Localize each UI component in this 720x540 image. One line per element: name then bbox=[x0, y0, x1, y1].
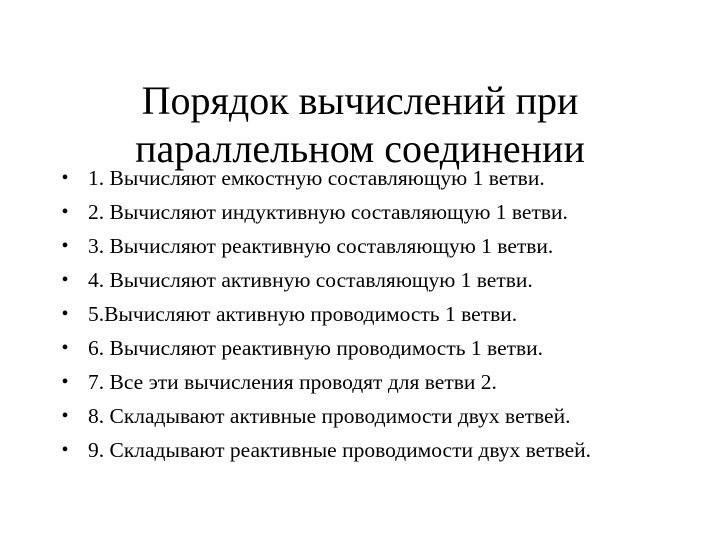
bullet-icon: • bbox=[61, 371, 69, 393]
list-item-text: 4. Вычисляют активную составляющую 1 ветви. bbox=[88, 268, 533, 292]
list-item bbox=[58, 331, 698, 365]
list-item-text: 8. Складывают активные проводимости двух ветвей. bbox=[88, 404, 571, 428]
bullet-icon: • bbox=[61, 303, 69, 325]
list-item bbox=[58, 399, 698, 433]
list-item-text: 1. Вычисляют емкостную составляющую 1 ветви. bbox=[88, 166, 545, 190]
slide-title-line-1: Порядок вычислений при bbox=[141, 77, 579, 123]
slide-title-line-2: параллельном соединении bbox=[135, 125, 585, 171]
bullet-icon: • bbox=[61, 337, 69, 359]
bullet-icon: • bbox=[61, 439, 69, 461]
list-item-text: 9. Складывают реактивные проводимости двух ветвей. bbox=[88, 438, 592, 462]
list-item-text: 7. Все эти вычисления проводят для ветви 2. bbox=[88, 370, 497, 394]
list-item bbox=[58, 263, 698, 297]
list-item bbox=[58, 297, 698, 331]
list-item-text: 5.Вычисляют активную проводимость 1 ветви. bbox=[88, 302, 518, 326]
list-item bbox=[58, 195, 698, 229]
list-item bbox=[58, 433, 698, 467]
bullet-icon: • bbox=[61, 235, 69, 257]
list-item-text: 6. Вычисляют реактивную проводимость 1 ветви. bbox=[88, 336, 544, 360]
list-item bbox=[58, 161, 698, 195]
list-item bbox=[58, 229, 698, 263]
list-item-text: 2. Вычисляют индуктивную составляющую 1 ветви. bbox=[88, 200, 568, 224]
bullet-icon: • bbox=[61, 269, 69, 291]
bullet-icon: • bbox=[61, 201, 69, 223]
bullet-list bbox=[58, 161, 698, 467]
slide-title bbox=[60, 77, 660, 173]
list-item-text: 3. Вычисляют реактивную составляющую 1 ветви. bbox=[88, 234, 554, 258]
list-item bbox=[58, 365, 698, 399]
bullet-icon: • bbox=[61, 405, 69, 427]
bullet-icon: • bbox=[61, 167, 69, 189]
